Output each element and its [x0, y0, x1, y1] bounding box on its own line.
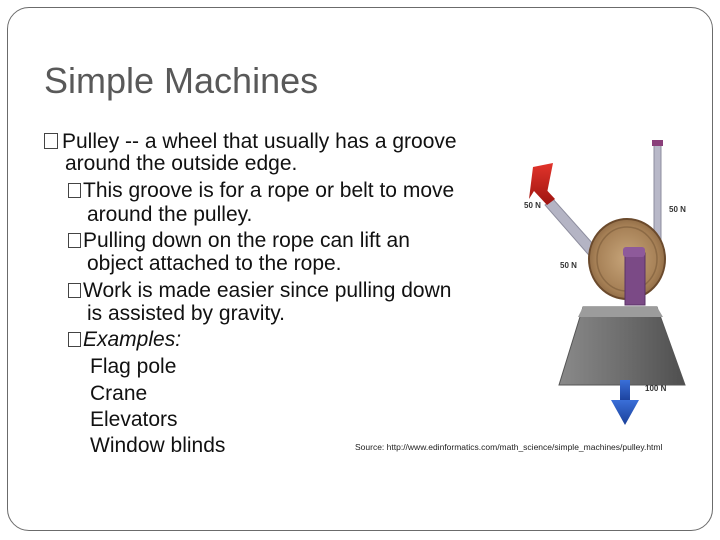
bullet-box-icon [68, 283, 81, 298]
force-label-left-mid: 50 N [560, 261, 577, 270]
rope-cap [652, 140, 663, 146]
force-label-bottom: 100 N [645, 384, 667, 393]
load-weight [559, 307, 685, 385]
sub-bullet-3-line2: is assisted by gravity. [87, 302, 286, 325]
sub-bullet-1-line2: around the pulley. [87, 203, 253, 226]
weight-arrow-icon [611, 380, 639, 425]
example-item: Window blinds [90, 434, 226, 457]
pull-arrow-icon [529, 163, 555, 205]
sub-bullet-1-line1: This groove is for a rope or belt to move [83, 179, 455, 202]
load-weight-top [578, 307, 663, 317]
example-item: Elevators [90, 408, 178, 431]
example-item: Crane [90, 382, 148, 405]
source-citation: Source: http://www.edinformatics.com/math_science/simple_machines/pulley.html [355, 442, 663, 452]
pulley-illustration [515, 135, 715, 430]
pulley-bracket [625, 253, 645, 305]
main-bullet-text-line1: Pulley -- a wheel that usually has a groove [62, 130, 457, 153]
bullet-box-icon [44, 133, 58, 149]
force-label-right: 50 N [669, 205, 686, 214]
slide-title: Simple Machines [44, 60, 319, 101]
bullet-box-icon [68, 332, 81, 347]
sub-bullet-3 [68, 279, 451, 303]
sub-bullet-2 [68, 229, 410, 253]
sub-bullet-1 [68, 179, 454, 203]
pulley-axle [623, 247, 645, 257]
sub-bullet-2-line2: object attached to the rope. [87, 252, 342, 275]
main-bullet-text-line2: around the outside edge. [65, 152, 298, 175]
bullet-box-icon [68, 233, 81, 248]
example-item: Flag pole [90, 355, 177, 378]
examples-label: Examples: [83, 328, 182, 351]
main-bullet [44, 130, 457, 154]
bullet-box-icon [68, 183, 81, 198]
sub-bullet-3-line1: Work is made easier since pulling down [83, 279, 452, 302]
force-label-left-top: 50 N [524, 201, 541, 210]
sub-bullet-2-line1: Pulling down on the rope can lift an [83, 229, 410, 252]
examples-heading [68, 328, 181, 352]
